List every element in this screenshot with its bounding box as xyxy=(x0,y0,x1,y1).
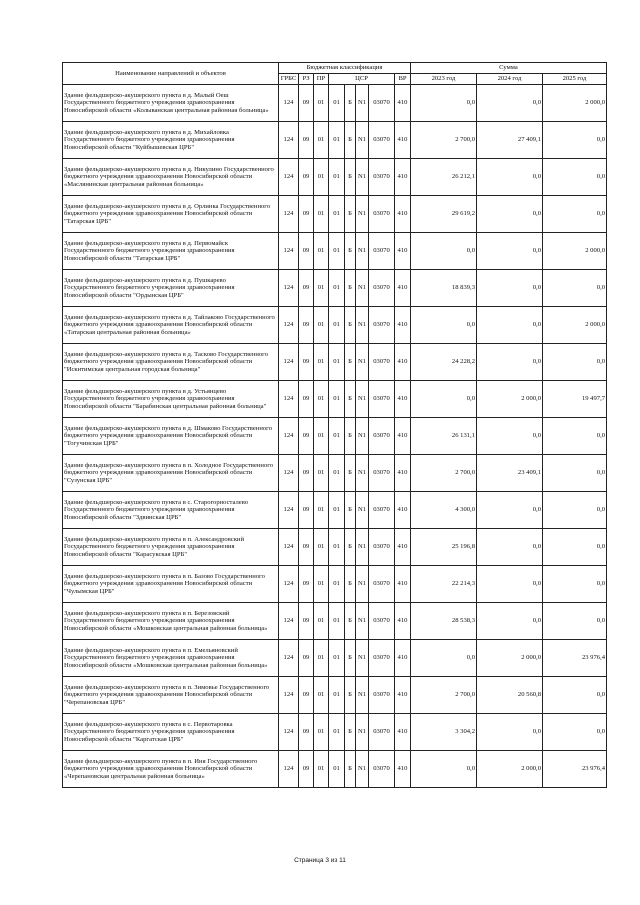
row-csr-1: 01 xyxy=(329,270,345,307)
table-row xyxy=(63,85,607,122)
row-grbs: 124 xyxy=(279,122,299,159)
row-grbs: 124 xyxy=(279,307,299,344)
row-vr: 410 xyxy=(395,344,411,381)
row-grbs: 124 xyxy=(279,233,299,270)
row-csr-4: 03070 xyxy=(369,307,395,344)
row-name: Здание фельдшерско-акушерского пункта в с. Первотаровка Государственного бюджетного учреждения здравоохранения Новосибирской области "Каргатская ЦРБ" xyxy=(63,714,279,751)
row-csr-2: Б xyxy=(345,751,356,788)
row-csr-3: N1 xyxy=(356,418,369,455)
row-sum-2023: 28 538,3 xyxy=(411,603,477,640)
row-sum-2025: 23 976,4 xyxy=(543,640,607,677)
row-name: Здание фельдшерско-акушерского пункта в п. Емельяновский Государственного бюджетного учреждения здравоохранения Новосибирской области «Мошковская центральная районная больница» xyxy=(63,640,279,677)
budget-table xyxy=(62,62,607,788)
row-csr-3: N1 xyxy=(356,455,369,492)
row-grbs: 124 xyxy=(279,344,299,381)
row-grbs: 124 xyxy=(279,492,299,529)
row-rz: 09 xyxy=(299,640,314,677)
row-rz: 09 xyxy=(299,566,314,603)
row-csr-3: N1 xyxy=(356,381,369,418)
row-sum-2023: 22 214,3 xyxy=(411,566,477,603)
header-name: Наименование направлений и объектов xyxy=(63,63,279,85)
row-csr-4: 03070 xyxy=(369,122,395,159)
row-sum-2025: 19 497,7 xyxy=(543,381,607,418)
row-grbs: 124 xyxy=(279,714,299,751)
header-2024: 2024 год xyxy=(477,74,543,85)
table-row xyxy=(63,529,607,566)
row-sum-2024: 23 409,1 xyxy=(477,455,543,492)
row-sum-2023: 2 700,0 xyxy=(411,455,477,492)
row-rz: 09 xyxy=(299,529,314,566)
row-name: Здание фельдшерско-акушерского пункта в д. Устьянцево Государственного бюджетного учреждения здравоохранения Новосибирской области "Барабинская центральная районная больница" xyxy=(63,381,279,418)
header-2025: 2025 год xyxy=(543,74,607,85)
row-name: Здание фельдшерско-акушерского пункта в д. Тасково Государственного бюджетного учреждения здравоохранения Новосибирской области "Искитимская центральная городская больница" xyxy=(63,344,279,381)
row-vr: 410 xyxy=(395,418,411,455)
table-row xyxy=(63,418,607,455)
header-budget-classification: Бюджетная классификация xyxy=(279,63,411,74)
row-sum-2025: 0,0 xyxy=(543,566,607,603)
row-csr-2: Б xyxy=(345,455,356,492)
row-pr: 01 xyxy=(314,270,329,307)
row-pr: 01 xyxy=(314,159,329,196)
row-sum-2024: 0,0 xyxy=(477,418,543,455)
row-sum-2025: 0,0 xyxy=(543,455,607,492)
row-sum-2023: 3 304,2 xyxy=(411,714,477,751)
row-csr-4: 03070 xyxy=(369,566,395,603)
row-grbs: 124 xyxy=(279,603,299,640)
row-rz: 09 xyxy=(299,381,314,418)
row-csr-1: 01 xyxy=(329,751,345,788)
row-pr: 01 xyxy=(314,233,329,270)
row-rz: 09 xyxy=(299,455,314,492)
table-row xyxy=(63,566,607,603)
row-pr: 01 xyxy=(314,566,329,603)
row-csr-3: N1 xyxy=(356,159,369,196)
row-pr: 01 xyxy=(314,381,329,418)
row-csr-1: 01 xyxy=(329,714,345,751)
row-sum-2024: 0,0 xyxy=(477,233,543,270)
row-csr-1: 01 xyxy=(329,196,345,233)
row-pr: 01 xyxy=(314,714,329,751)
header-grbs: ГРБС xyxy=(279,74,299,85)
row-sum-2025: 0,0 xyxy=(543,603,607,640)
row-sum-2024: 0,0 xyxy=(477,529,543,566)
row-sum-2023: 4 300,0 xyxy=(411,492,477,529)
row-csr-4: 03070 xyxy=(369,529,395,566)
row-csr-1: 01 xyxy=(329,492,345,529)
row-pr: 01 xyxy=(314,603,329,640)
row-csr-4: 03070 xyxy=(369,344,395,381)
row-vr: 410 xyxy=(395,677,411,714)
row-csr-2: Б xyxy=(345,196,356,233)
row-csr-3: N1 xyxy=(356,640,369,677)
row-sum-2023: 18 839,3 xyxy=(411,270,477,307)
row-pr: 01 xyxy=(314,677,329,714)
row-vr: 410 xyxy=(395,159,411,196)
row-vr: 410 xyxy=(395,640,411,677)
row-sum-2023: 0,0 xyxy=(411,307,477,344)
row-grbs: 124 xyxy=(279,640,299,677)
row-csr-1: 01 xyxy=(329,566,345,603)
row-csr-2: Б xyxy=(345,270,356,307)
header-rz: РЗ xyxy=(299,74,314,85)
row-rz: 09 xyxy=(299,677,314,714)
header-row-top xyxy=(63,63,607,74)
row-name: Здание фельдшерско-акушерского пункта в д. Шмаково Государственного бюджетного учреждения здравоохранения Новосибирской области "Тогучинская ЦРБ" xyxy=(63,418,279,455)
row-csr-3: N1 xyxy=(356,492,369,529)
row-grbs: 124 xyxy=(279,159,299,196)
row-rz: 09 xyxy=(299,307,314,344)
row-vr: 410 xyxy=(395,270,411,307)
row-vr: 410 xyxy=(395,566,411,603)
row-csr-2: Б xyxy=(345,566,356,603)
row-name: Здание фельдшерско-акушерского пункта в д. Малый Оеш Государственного бюджетного учреждения здравоохранения Новосибирской области «Колыванская центральная районная больница» xyxy=(63,85,279,122)
row-csr-2: Б xyxy=(345,603,356,640)
row-rz: 09 xyxy=(299,85,314,122)
row-sum-2025: 0,0 xyxy=(543,418,607,455)
row-name: Здание фельдшерско-акушерского пункта в п. Иня Государственного бюджетного учреждения здравоохранения Новосибирской области «Черепановская центральная районная больница» xyxy=(63,751,279,788)
row-csr-3: N1 xyxy=(356,344,369,381)
table-row xyxy=(63,233,607,270)
row-sum-2023: 26 212,1 xyxy=(411,159,477,196)
row-sum-2024: 2 000,0 xyxy=(477,751,543,788)
header-sum: Сумма xyxy=(411,63,607,74)
row-sum-2023: 2 700,0 xyxy=(411,677,477,714)
row-name: Здание фельдшерско-акушерского пункта в п. Александровский Государственного бюджетного учреждения здравоохранения Новосибирской области "Карасукская ЦРБ" xyxy=(63,529,279,566)
row-grbs: 124 xyxy=(279,455,299,492)
row-csr-4: 03070 xyxy=(369,418,395,455)
row-csr-4: 03070 xyxy=(369,196,395,233)
row-sum-2023: 29 619,2 xyxy=(411,196,477,233)
row-pr: 01 xyxy=(314,640,329,677)
row-rz: 09 xyxy=(299,418,314,455)
row-csr-4: 03070 xyxy=(369,714,395,751)
row-csr-1: 01 xyxy=(329,529,345,566)
row-csr-3: N1 xyxy=(356,270,369,307)
row-csr-2: Б xyxy=(345,714,356,751)
row-csr-4: 03070 xyxy=(369,492,395,529)
row-rz: 09 xyxy=(299,122,314,159)
row-sum-2024: 0,0 xyxy=(477,566,543,603)
row-grbs: 124 xyxy=(279,566,299,603)
row-rz: 09 xyxy=(299,603,314,640)
row-csr-2: Б xyxy=(345,529,356,566)
row-pr: 01 xyxy=(314,418,329,455)
row-csr-3: N1 xyxy=(356,233,369,270)
row-csr-2: Б xyxy=(345,344,356,381)
row-pr: 01 xyxy=(314,455,329,492)
row-grbs: 124 xyxy=(279,196,299,233)
row-csr-1: 01 xyxy=(329,640,345,677)
row-vr: 410 xyxy=(395,233,411,270)
row-csr-1: 01 xyxy=(329,677,345,714)
header-2023: 2023 год xyxy=(411,74,477,85)
row-name: Здание фельдшерско-акушерского пункта в д. Тайлаково Государственного бюджетного учреждения здравоохранения Новосибирской области «Татарская центральная районная больница» xyxy=(63,307,279,344)
row-sum-2025: 0,0 xyxy=(543,344,607,381)
row-sum-2025: 2 000,0 xyxy=(543,85,607,122)
row-csr-1: 01 xyxy=(329,418,345,455)
row-sum-2023: 0,0 xyxy=(411,233,477,270)
row-sum-2024: 0,0 xyxy=(477,196,543,233)
table-row xyxy=(63,455,607,492)
row-csr-3: N1 xyxy=(356,751,369,788)
row-sum-2023: 2 700,0 xyxy=(411,122,477,159)
row-csr-3: N1 xyxy=(356,603,369,640)
row-sum-2024: 0,0 xyxy=(477,270,543,307)
row-sum-2025: 0,0 xyxy=(543,714,607,751)
row-sum-2023: 26 131,1 xyxy=(411,418,477,455)
row-rz: 09 xyxy=(299,492,314,529)
row-pr: 01 xyxy=(314,344,329,381)
table-row xyxy=(63,122,607,159)
row-rz: 09 xyxy=(299,196,314,233)
row-pr: 01 xyxy=(314,122,329,159)
row-grbs: 124 xyxy=(279,677,299,714)
row-csr-2: Б xyxy=(345,381,356,418)
row-csr-4: 03070 xyxy=(369,603,395,640)
row-vr: 410 xyxy=(395,529,411,566)
row-csr-4: 03070 xyxy=(369,640,395,677)
row-grbs: 124 xyxy=(279,529,299,566)
row-vr: 410 xyxy=(395,751,411,788)
row-vr: 410 xyxy=(395,381,411,418)
row-sum-2024: 0,0 xyxy=(477,159,543,196)
row-csr-3: N1 xyxy=(356,677,369,714)
row-csr-1: 01 xyxy=(329,603,345,640)
table-row xyxy=(63,270,607,307)
row-csr-2: Б xyxy=(345,307,356,344)
row-grbs: 124 xyxy=(279,85,299,122)
row-sum-2024: 0,0 xyxy=(477,307,543,344)
row-csr-3: N1 xyxy=(356,529,369,566)
row-csr-3: N1 xyxy=(356,307,369,344)
row-csr-4: 03070 xyxy=(369,677,395,714)
row-sum-2025: 0,0 xyxy=(543,159,607,196)
row-csr-2: Б xyxy=(345,418,356,455)
row-sum-2025: 2 000,0 xyxy=(543,233,607,270)
row-csr-2: Б xyxy=(345,640,356,677)
row-csr-1: 01 xyxy=(329,381,345,418)
row-name: Здание фельдшерско-акушерского пункта в д. Пушкарево Государственного бюджетного учреждения здравоохранения Новосибирской области "Ордынская ЦРБ" xyxy=(63,270,279,307)
row-sum-2024: 0,0 xyxy=(477,492,543,529)
row-csr-2: Б xyxy=(345,233,356,270)
page-number: Страница 3 из 11 xyxy=(294,857,346,864)
row-sum-2024: 0,0 xyxy=(477,714,543,751)
table-row xyxy=(63,196,607,233)
table-row xyxy=(63,677,607,714)
row-csr-3: N1 xyxy=(356,122,369,159)
row-csr-4: 03070 xyxy=(369,455,395,492)
row-name: Здание фельдшерско-акушерского пункта в с. Старогорносталево Государственного бюджетного учреждения здравоохранения Новосибирской области "Здвинская ЦРБ" xyxy=(63,492,279,529)
row-rz: 09 xyxy=(299,344,314,381)
row-name: Здание фельдшерско-акушерского пункта в д. Орлинка Государственного бюджетного учреждения здравоохранения Новосибирской области "Татарская ЦРБ" xyxy=(63,196,279,233)
row-sum-2024: 2 000,0 xyxy=(477,640,543,677)
header-vr: ВР xyxy=(395,74,411,85)
table-row xyxy=(63,159,607,196)
row-vr: 410 xyxy=(395,307,411,344)
row-name: Здание фельдшерско-акушерского пункта в п. Базово Государственного бюджетного учреждения здравоохранения Новосибирской области "Чулымская ЦРБ" xyxy=(63,566,279,603)
row-sum-2025: 0,0 xyxy=(543,196,607,233)
row-grbs: 124 xyxy=(279,418,299,455)
row-rz: 09 xyxy=(299,270,314,307)
row-csr-2: Б xyxy=(345,492,356,529)
table-row xyxy=(63,307,607,344)
table-row xyxy=(63,640,607,677)
row-name: Здание фельдшерско-акушерского пункта в п. Холодное Государственного бюджетного учреждения здравоохранения Новосибирской области "Сузунская ЦРБ" xyxy=(63,455,279,492)
table-body xyxy=(63,85,607,788)
row-sum-2023: 0,0 xyxy=(411,640,477,677)
row-sum-2023: 25 196,8 xyxy=(411,529,477,566)
row-vr: 410 xyxy=(395,85,411,122)
row-sum-2024: 0,0 xyxy=(477,85,543,122)
row-csr-1: 01 xyxy=(329,307,345,344)
row-pr: 01 xyxy=(314,529,329,566)
table-row xyxy=(63,751,607,788)
row-sum-2025: 23 976,4 xyxy=(543,751,607,788)
row-pr: 01 xyxy=(314,196,329,233)
row-csr-1: 01 xyxy=(329,159,345,196)
row-csr-3: N1 xyxy=(356,85,369,122)
table-row xyxy=(63,714,607,751)
row-rz: 09 xyxy=(299,233,314,270)
row-sum-2024: 2 000,0 xyxy=(477,381,543,418)
row-vr: 410 xyxy=(395,122,411,159)
row-name: Здание фельдшерско-акушерского пункта в д. Михайловка Государственного бюджетного учреждения здравоохранения Новосибирской области "Куйбышевская ЦРБ" xyxy=(63,122,279,159)
row-pr: 01 xyxy=(314,751,329,788)
row-sum-2024: 0,0 xyxy=(477,603,543,640)
row-rz: 09 xyxy=(299,751,314,788)
header-csr: ЦСР xyxy=(329,74,395,85)
row-vr: 410 xyxy=(395,492,411,529)
row-csr-4: 03070 xyxy=(369,85,395,122)
row-name: Здание фельдшерско-акушерского пункта в п. Березовский Государственного бюджетного учреждения здравоохранения Новосибирской области «Мошковская центральная районная больница» xyxy=(63,603,279,640)
row-csr-1: 01 xyxy=(329,344,345,381)
row-vr: 410 xyxy=(395,603,411,640)
table-row xyxy=(63,603,607,640)
header-pr: ПР xyxy=(314,74,329,85)
row-csr-1: 01 xyxy=(329,122,345,159)
row-csr-1: 01 xyxy=(329,455,345,492)
row-sum-2023: 0,0 xyxy=(411,381,477,418)
row-csr-1: 01 xyxy=(329,85,345,122)
row-csr-2: Б xyxy=(345,85,356,122)
row-sum-2025: 0,0 xyxy=(543,122,607,159)
row-csr-3: N1 xyxy=(356,196,369,233)
row-csr-4: 03070 xyxy=(369,270,395,307)
row-vr: 410 xyxy=(395,455,411,492)
row-sum-2023: 24 228,2 xyxy=(411,344,477,381)
row-grbs: 124 xyxy=(279,270,299,307)
row-sum-2025: 0,0 xyxy=(543,492,607,529)
row-csr-2: Б xyxy=(345,122,356,159)
row-sum-2025: 2 000,0 xyxy=(543,307,607,344)
row-pr: 01 xyxy=(314,307,329,344)
table-row xyxy=(63,344,607,381)
row-sum-2024: 27 409,1 xyxy=(477,122,543,159)
row-sum-2025: 0,0 xyxy=(543,677,607,714)
row-csr-4: 03070 xyxy=(369,751,395,788)
row-grbs: 124 xyxy=(279,381,299,418)
row-pr: 01 xyxy=(314,492,329,529)
row-csr-2: Б xyxy=(345,159,356,196)
row-sum-2023: 0,0 xyxy=(411,85,477,122)
row-csr-4: 03070 xyxy=(369,233,395,270)
row-csr-1: 01 xyxy=(329,233,345,270)
row-sum-2024: 20 560,8 xyxy=(477,677,543,714)
row-sum-2024: 0,0 xyxy=(477,344,543,381)
row-csr-4: 03070 xyxy=(369,381,395,418)
table-row xyxy=(63,492,607,529)
table-row xyxy=(63,381,607,418)
row-grbs: 124 xyxy=(279,751,299,788)
row-name: Здание фельдшерско-акушерского пункта в п. Зимовье Государственного бюджетного учреждения здравоохранения Новосибирской области "Черепановская ЦРБ" xyxy=(63,677,279,714)
row-pr: 01 xyxy=(314,85,329,122)
row-sum-2025: 0,0 xyxy=(543,529,607,566)
row-csr-4: 03070 xyxy=(369,159,395,196)
row-name: Здание фельдшерско-акушерского пункта в д. Первомайск Государственного бюджетного учреждения здравоохранения Новосибирской области "Татарская ЦРБ" xyxy=(63,233,279,270)
row-rz: 09 xyxy=(299,714,314,751)
row-name: Здание фельдшерско-акушерского пункта в д. Никулино Государственного бюджетного учреждения здравоохранения Новосибирской области «Маслянинская центральная районная больница» xyxy=(63,159,279,196)
row-csr-2: Б xyxy=(345,677,356,714)
row-rz: 09 xyxy=(299,159,314,196)
row-vr: 410 xyxy=(395,196,411,233)
row-sum-2025: 0,0 xyxy=(543,270,607,307)
row-sum-2023: 0,0 xyxy=(411,751,477,788)
row-csr-3: N1 xyxy=(356,714,369,751)
row-csr-3: N1 xyxy=(356,566,369,603)
row-vr: 410 xyxy=(395,714,411,751)
